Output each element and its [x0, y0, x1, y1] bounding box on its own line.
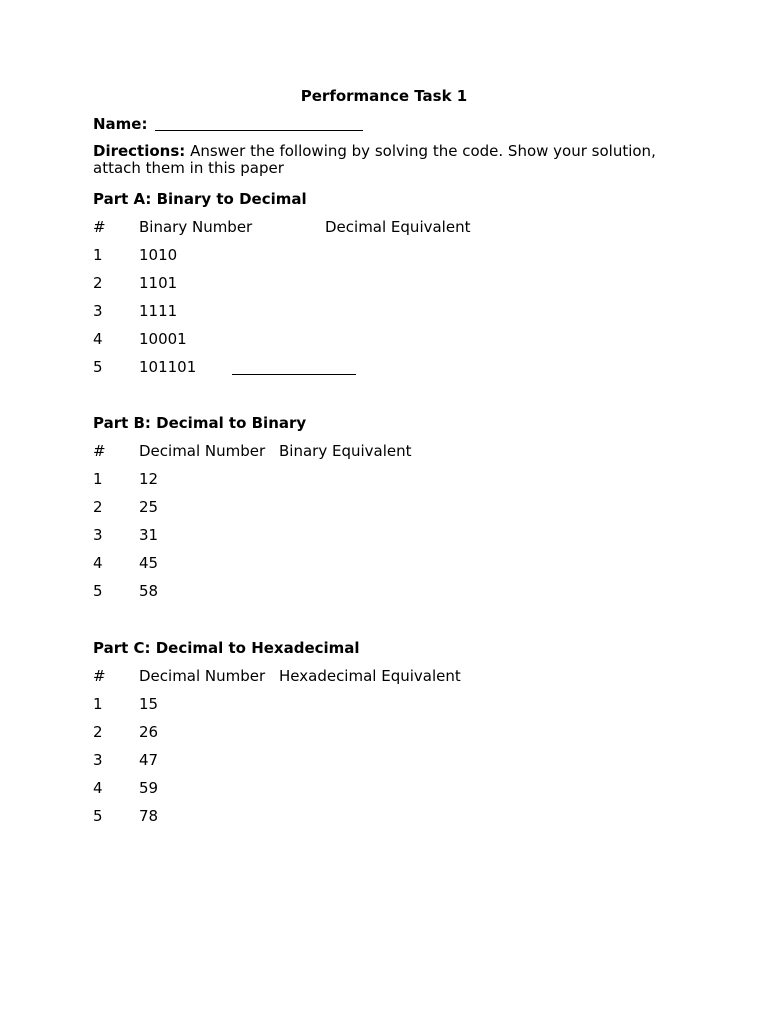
part-a-row-num: 2 — [93, 274, 103, 292]
part-c-header-decimal: Decimal Number — [139, 667, 266, 685]
name-label: Name: — [93, 115, 148, 133]
part-c-row-value: 15 — [139, 695, 159, 713]
part-b-row-value: 45 — [139, 554, 159, 572]
part-c-row-num: 5 — [93, 807, 103, 825]
answer-blank-line[interactable] — [232, 374, 356, 375]
part-c-row-value: 78 — [139, 807, 159, 825]
part-c-row-num: 2 — [93, 723, 103, 741]
part-c-row-value: 59 — [139, 779, 159, 797]
part-b-row-num: 4 — [93, 554, 103, 572]
part-a-row-num: 3 — [93, 302, 103, 320]
part-c-row-value: 26 — [139, 723, 159, 741]
part-b-header-decimal: Decimal Number — [139, 442, 266, 460]
part-b-header-num: # — [93, 442, 106, 460]
part-a-row-num: 4 — [93, 330, 103, 348]
part-a-row-value: 1101 — [139, 274, 178, 292]
part-b-header-binary: Binary Equivalent — [279, 442, 412, 460]
part-c-header-hex: Hexadecimal Equivalent — [279, 667, 461, 685]
part-b-row-num: 1 — [93, 470, 103, 488]
part-c-row-num: 1 — [93, 695, 103, 713]
part-a-heading: Part A: Binary to Decimal — [93, 190, 307, 208]
part-a-row-value: 10001 — [139, 330, 187, 348]
page-title: Performance Task 1 — [300, 87, 468, 105]
part-c-row-value: 47 — [139, 751, 159, 769]
part-a-row-num: 5 — [93, 358, 103, 376]
part-c-row-num: 4 — [93, 779, 103, 797]
part-a-row-num: 1 — [93, 246, 103, 264]
part-b-row-num: 2 — [93, 498, 103, 516]
part-a-row-value: 1111 — [139, 302, 178, 320]
part-b-row-value: 25 — [139, 498, 159, 516]
part-b-heading: Part B: Decimal to Binary — [93, 414, 307, 432]
directions-label: Directions: — [93, 142, 186, 160]
directions-text: Answer the following by solving the code. Show your solution, attach them in this paper — [93, 142, 656, 177]
part-c-heading: Part C: Decimal to Hexadecimal — [93, 639, 360, 657]
part-b-row-value: 58 — [139, 582, 159, 600]
part-c-header-num: # — [93, 667, 106, 685]
part-a-header-decimal: Decimal Equivalent — [325, 218, 471, 236]
part-b-row-value: 12 — [139, 470, 159, 488]
part-b-row-value: 31 — [139, 526, 159, 544]
name-blank-line[interactable] — [155, 130, 363, 131]
part-a-row-value: 1010 — [139, 246, 178, 264]
part-b-row-num: 3 — [93, 526, 103, 544]
directions — [93, 143, 693, 177]
part-c-row-num: 3 — [93, 751, 103, 769]
part-b-row-num: 5 — [93, 582, 103, 600]
part-a-header-binary: Binary Number — [139, 218, 253, 236]
part-a-row-value: 101101 — [139, 358, 197, 376]
part-a-header-num: # — [93, 218, 106, 236]
